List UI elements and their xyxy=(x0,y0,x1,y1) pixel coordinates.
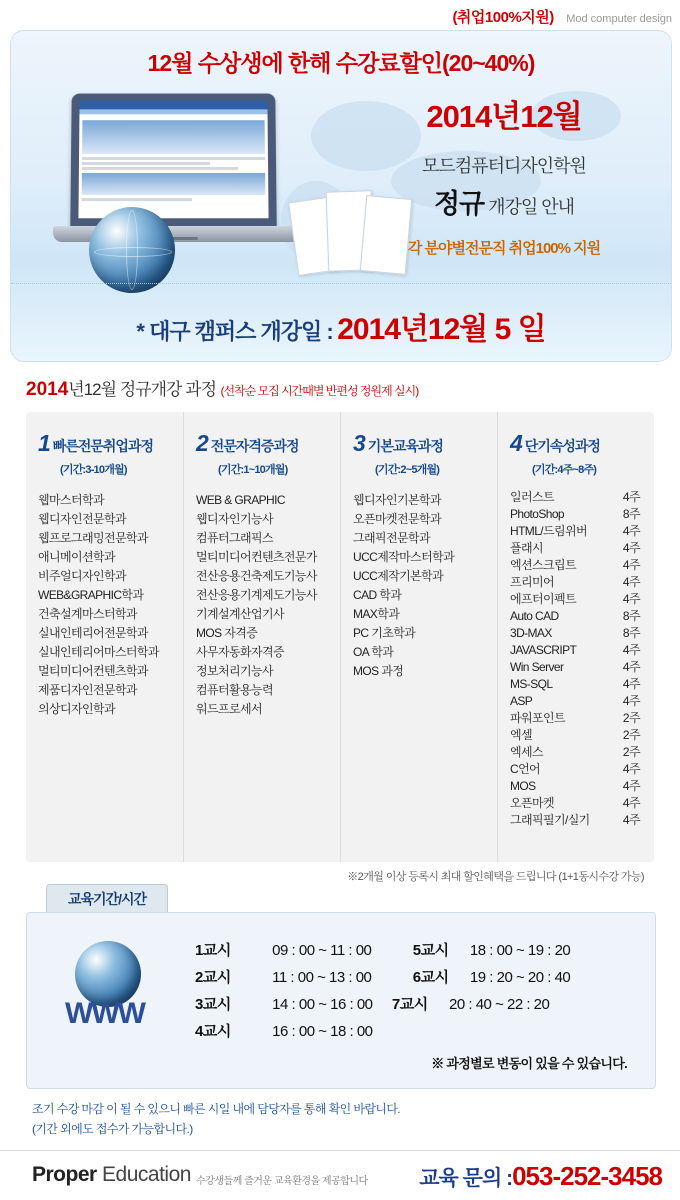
list-item: MAX학과 xyxy=(353,606,400,621)
list-item: 그래픽전문학과 xyxy=(353,530,430,545)
period-label: 6교시 xyxy=(412,969,449,986)
course-column-3-header xyxy=(353,430,497,458)
course-duration: 4주 xyxy=(622,642,640,657)
list-item: 멀티미디어컨텐츠학과 xyxy=(38,663,148,678)
list-item: 건축설계마스터학과 xyxy=(38,606,137,621)
course-column-4-list xyxy=(510,489,654,829)
list-item: MOS 자격증 xyxy=(196,625,258,640)
section-subtitle: (선착순 모집 시간때별 반편성 정원제 실시) xyxy=(220,384,419,398)
page-text-line xyxy=(82,198,192,201)
course-columns xyxy=(26,412,654,862)
course-duration: 4주 xyxy=(622,761,640,776)
course-name: 일러스트 xyxy=(510,489,554,504)
page-text-line xyxy=(82,162,210,165)
course-name: C언어 xyxy=(510,761,541,776)
brand-name-bold: Proper xyxy=(32,1163,97,1186)
employment-support-text: (취업100%지원) xyxy=(452,9,554,26)
page-text-line xyxy=(82,167,238,170)
course-duration: 2주 xyxy=(622,727,640,742)
footer-note-line2: (기간 외에도 접수가 가능합니다.) xyxy=(32,1122,193,1136)
list-item xyxy=(510,642,654,659)
course-column-3-number: 3 xyxy=(353,430,365,456)
course-duration: 2주 xyxy=(622,744,640,759)
hero-field-support: 각 분야별전문직 취업100% 지원 xyxy=(407,240,601,257)
course-duration: 4주 xyxy=(622,795,640,810)
brand-tagline: 수강생들께 즐거운 교육환경을 제공합니다 xyxy=(196,1176,368,1187)
hero-banner xyxy=(10,30,672,362)
www-text: WWW xyxy=(65,997,144,1030)
course-duration: 4주 xyxy=(622,659,640,674)
section-year: 2014 xyxy=(26,379,69,400)
list-item xyxy=(510,574,654,591)
brand-logo xyxy=(32,1163,191,1187)
list-item: 웹프로그래밍전문학과 xyxy=(38,530,148,545)
course-name: ASP xyxy=(510,693,533,708)
period-time: 18 : 00 ~ 19 : 20 xyxy=(469,942,571,959)
page-image-block xyxy=(82,173,266,195)
schedule-box xyxy=(26,912,656,1089)
list-item: 오픈마켓전문학과 xyxy=(353,511,441,526)
course-column-4-title: 단기속성과정 xyxy=(524,438,600,454)
course-column-3-title: 기본교육과정 xyxy=(367,438,443,454)
table-row xyxy=(195,937,570,964)
list-item: UCC제작기본학과 xyxy=(353,568,444,583)
table-row xyxy=(195,964,570,991)
course-name: 엑셀 xyxy=(510,727,532,742)
list-item: 컴퓨터활용능력 xyxy=(196,682,273,697)
list-item: 웹마스터학과 xyxy=(38,492,104,507)
list-item: PC 기초학과 xyxy=(353,625,416,640)
course-name: 엑세스 xyxy=(510,744,543,759)
list-item xyxy=(510,744,654,761)
list-item: 실내인테리어전문학과 xyxy=(38,625,148,640)
course-column-4-header xyxy=(510,430,654,458)
period-label: 5교시 xyxy=(412,942,449,959)
course-duration: 4주 xyxy=(622,574,640,589)
course-name: MOS xyxy=(510,778,536,793)
course-name: 에프터이펙트 xyxy=(510,591,576,606)
course-column-1 xyxy=(26,412,183,862)
contact-label: 교육 문의 : xyxy=(419,1167,513,1190)
list-item xyxy=(510,812,654,829)
list-item: WEB & GRAPHIC xyxy=(196,492,285,507)
list-item: 웹디자인기본학과 xyxy=(353,492,441,507)
course-duration: 2주 xyxy=(622,710,640,725)
list-item: MOS 과정 xyxy=(353,663,404,678)
course-column-4-period: (기간:4주~8주) xyxy=(532,463,597,476)
list-item: 실내인테리어마스터학과 xyxy=(38,644,159,659)
period-label: 1교시 xyxy=(195,942,231,959)
course-name: JAVASCRIPT xyxy=(510,642,577,657)
hero-year-month: 2014년12월 xyxy=(426,99,582,134)
course-duration: 4주 xyxy=(622,540,640,555)
hero-discount-title: 12월 수상생에 한해 수강료할인(20~40%) xyxy=(147,50,535,76)
course-name: 오픈마켓 xyxy=(510,795,554,810)
schedule-tab-label: 교육기간/시간 xyxy=(46,884,168,914)
hero-academy-name: 모드컴퓨터디자인학원 xyxy=(422,156,586,176)
schedule-rows xyxy=(195,937,570,1045)
course-column-1-title: 빠른전문취업과정 xyxy=(52,438,153,454)
list-item: OA 학과 xyxy=(353,644,394,659)
period-time: 14 : 00 ~ 16 : 00 xyxy=(272,996,373,1013)
campus-open-date: 2014년12월 5 일 xyxy=(337,313,546,346)
course-name: 프리미어 xyxy=(510,574,554,589)
table-row xyxy=(195,1018,570,1045)
course-name: 엑션스크립트 xyxy=(510,557,576,572)
list-item xyxy=(510,727,654,744)
list-item: 멀티미디어컨텐츠전문가 xyxy=(196,549,317,564)
list-item: 전산응용건축제도기능사 xyxy=(196,568,317,583)
contact-info xyxy=(419,1161,662,1192)
schedule-footnote: ※ 과정별로 변동이 있을 수 있습니다. xyxy=(431,1056,627,1071)
course-duration: 4주 xyxy=(622,778,640,793)
hero-campus-row xyxy=(11,283,671,348)
list-item: 의상디자인학과 xyxy=(38,701,115,716)
contact-phone-number: 053-252-3458 xyxy=(512,1161,662,1191)
course-name: 3D-MAX xyxy=(510,625,552,640)
list-item: 전산응용기계제도기능사 xyxy=(196,587,317,602)
course-column-2-number: 2 xyxy=(196,430,208,456)
list-item xyxy=(510,557,654,574)
hero-regular-opening xyxy=(341,182,667,221)
course-name: MS-SQL xyxy=(510,676,553,691)
list-item xyxy=(510,778,654,795)
period-label: 4교시 xyxy=(195,1023,231,1040)
list-item xyxy=(510,693,654,710)
list-item xyxy=(510,625,654,642)
course-name: Win Server xyxy=(510,659,564,674)
course-column-4-number: 4 xyxy=(510,430,522,456)
course-duration: 4주 xyxy=(622,676,640,691)
course-duration: 8주 xyxy=(622,625,640,640)
course-duration: 4주 xyxy=(622,591,640,606)
course-column-2-header xyxy=(196,430,340,458)
course-duration: 4주 xyxy=(622,812,640,827)
course-column-2-list xyxy=(196,491,340,719)
course-duration: 8주 xyxy=(622,608,640,623)
list-item xyxy=(510,540,654,557)
globe-icon xyxy=(89,207,175,293)
campus-label: * 대구 캠퍼스 개강일 : xyxy=(136,319,333,344)
period-time: 11 : 00 ~ 13 : 00 xyxy=(272,969,372,986)
list-item xyxy=(510,506,654,523)
list-item xyxy=(510,676,654,693)
list-item: 정보처리기능사 xyxy=(196,663,273,678)
section-title: 년12월 정규개강 과정 xyxy=(68,380,217,399)
course-column-3 xyxy=(340,412,497,862)
laptop-screen-content xyxy=(78,100,268,218)
footer-bar xyxy=(0,1150,680,1200)
course-duration: 8주 xyxy=(622,506,640,521)
list-item xyxy=(510,591,654,608)
period-time: 16 : 00 ~ 18 : 00 xyxy=(272,1023,373,1040)
hero-right-text xyxy=(341,91,667,258)
list-item: UCC제작마스터학과 xyxy=(353,549,455,564)
period-label: 7교시 xyxy=(391,996,428,1013)
list-item: 워드프로세서 xyxy=(196,701,262,716)
course-name: 파워포인트 xyxy=(510,710,565,725)
period-time: 20 : 40 ~ 22 : 20 xyxy=(449,996,550,1013)
course-column-1-period: (기간:3-10개월) xyxy=(60,463,127,476)
list-item: 비주얼디자인학과 xyxy=(38,568,126,583)
course-column-3-list xyxy=(353,491,497,681)
list-item xyxy=(510,659,654,676)
course-duration: 4주 xyxy=(622,693,640,708)
browser-titlebar xyxy=(80,100,268,109)
list-item: 웹디자인기능사 xyxy=(196,511,273,526)
course-duration: 4주 xyxy=(622,523,640,538)
top-banner xyxy=(0,6,680,28)
list-item: 웹디자인전문학과 xyxy=(38,511,126,526)
page-text-line xyxy=(82,157,265,160)
course-name: 플래시 xyxy=(510,540,543,555)
hero-opening-word: 개강일 안내 xyxy=(484,197,575,217)
laptop-screen xyxy=(70,94,276,229)
brand-name-rest: Education xyxy=(96,1163,191,1186)
list-item xyxy=(510,710,654,727)
list-item xyxy=(510,761,654,778)
period-label: 3교시 xyxy=(195,996,231,1013)
course-name: 그래픽필기/실기 xyxy=(510,812,590,827)
mod-computer-design-text: Mod computer design xyxy=(566,13,672,25)
course-name: Auto CAD xyxy=(510,608,559,623)
list-item: WEB&GRAPHIC학과 xyxy=(38,587,144,602)
list-item: 애니메이션학과 xyxy=(38,549,115,564)
period-time: 09 : 00 ~ 11 : 00 xyxy=(272,942,372,959)
list-item xyxy=(510,608,654,625)
course-column-1-header xyxy=(38,430,183,458)
hero-regular-word: 정규 xyxy=(433,189,485,219)
course-column-2-period: (기간:1~10개월) xyxy=(218,463,288,476)
course-column-1-number: 1 xyxy=(38,430,50,456)
discount-note: ※2개월 이상 등록시 최대 할인혜택을 드립니다 (1+1동시수강 가능) xyxy=(347,871,644,883)
course-name: HTML/드림위버 xyxy=(510,523,587,538)
list-item: 컴퓨터그래픽스 xyxy=(196,530,273,545)
period-label: 2교시 xyxy=(195,969,231,986)
list-item: 기계설계산업기사 xyxy=(196,606,284,621)
table-row xyxy=(195,991,570,1018)
list-item: 제품디자인전문학과 xyxy=(38,682,137,697)
page-hero-image xyxy=(82,120,265,154)
course-duration: 4주 xyxy=(622,489,640,504)
course-column-1-list xyxy=(38,491,183,719)
course-duration: 4주 xyxy=(622,557,640,572)
browser-page xyxy=(79,114,269,206)
courses-section-heading xyxy=(26,375,666,401)
period-time: 19 : 20 ~ 20 : 40 xyxy=(469,969,571,986)
list-item: CAD 학과 xyxy=(353,587,402,602)
course-column-4 xyxy=(497,412,654,862)
course-column-3-period: (기간:2~5개월) xyxy=(375,463,440,476)
course-column-2 xyxy=(183,412,340,862)
course-name: PhotoShop xyxy=(510,506,564,521)
list-item xyxy=(510,523,654,540)
list-item xyxy=(510,489,654,506)
footer-note-line1: 조기 수강 마감 이 될 수 있으니 빠른 시일 내에 담당자를 통해 확인 바랍니다. xyxy=(32,1102,401,1116)
course-column-2-title: 전문자격증과정 xyxy=(210,438,299,454)
list-item: 사무자동화자격증 xyxy=(196,644,284,659)
list-item xyxy=(510,795,654,812)
